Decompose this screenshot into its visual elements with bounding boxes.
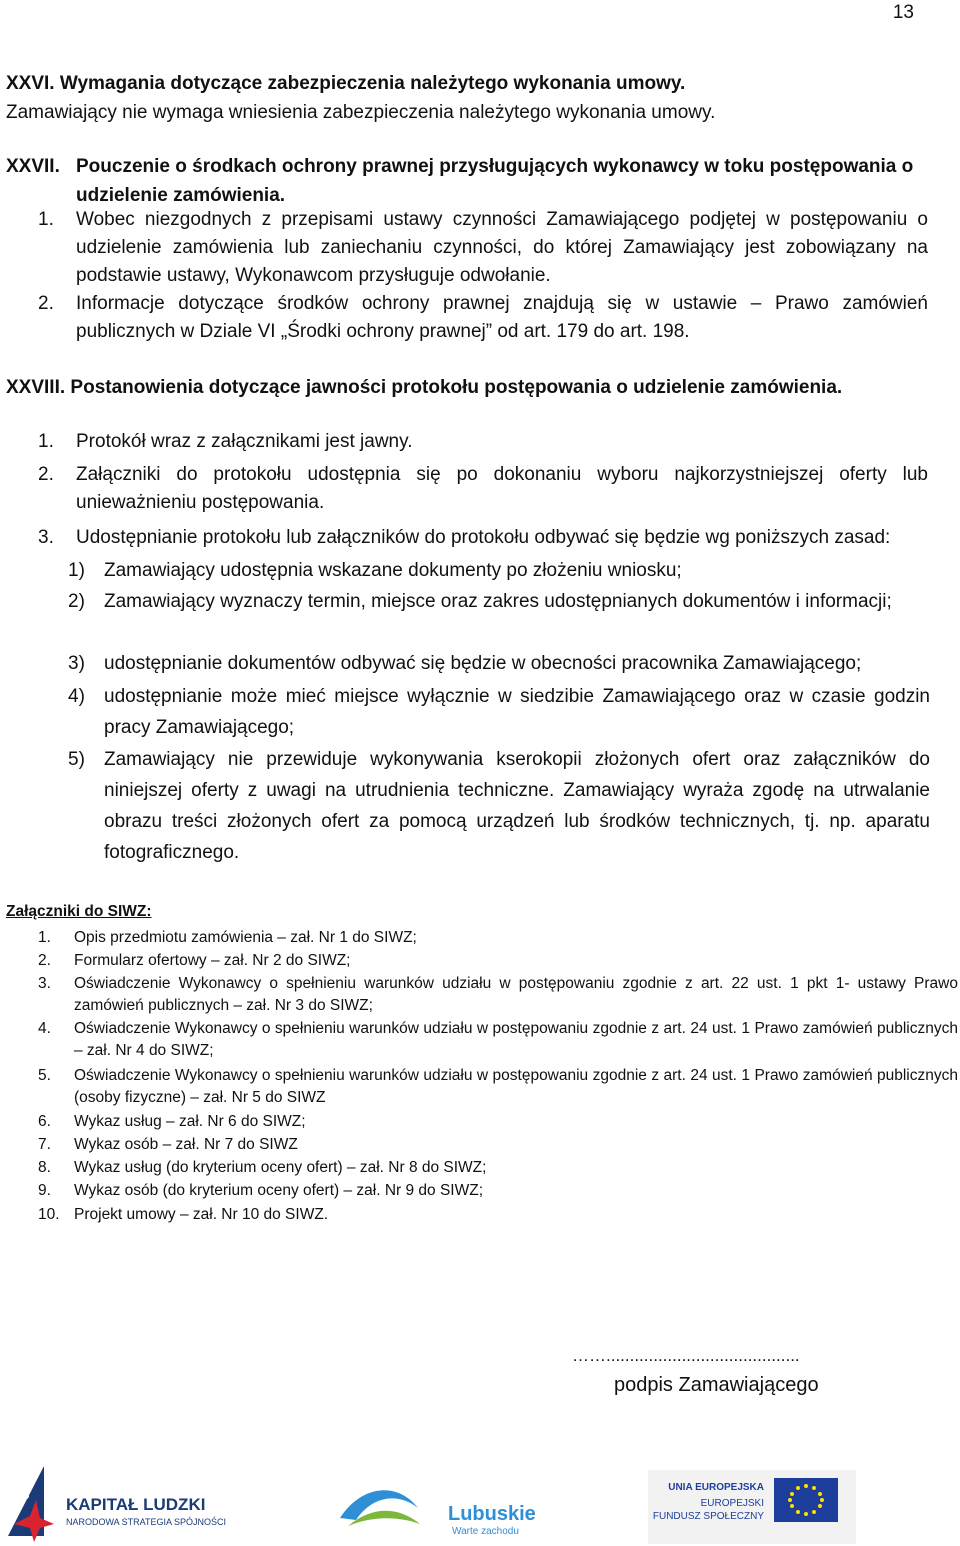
footer-logos xyxy=(0,1462,960,1546)
attachment-text: Wykaz usług (do kryterium oceny ofert) – zał. Nr 8 do SIWZ; xyxy=(74,1159,487,1176)
attachment-text: Oświadczenie Wykonawcy o spełnieniu warunków udziału w postępowaniu zgodnie z art. 22 ust. 1 pkt 1- ustawy Prawo zamówień publicznych – zał. Nr 3 do SIWZ; xyxy=(74,975,958,1014)
section-28-item-1 xyxy=(38,428,928,456)
eu-line2: EUROPEJSKI xyxy=(700,1498,764,1509)
section-27-item-1 xyxy=(38,206,928,290)
attachment-7 xyxy=(38,1134,958,1156)
attachment-number: 7. xyxy=(38,1136,51,1153)
section-27-item-2 xyxy=(38,290,928,346)
attachment-number: 9. xyxy=(38,1182,51,1199)
item-text: Udostępnianie protokołu lub załączników do protokołu odbywać się będzie wg poniższych zasad: xyxy=(76,527,891,548)
subitem-text: Zamawiający udostępnia wskazane dokumenty po złożeniu wniosku; xyxy=(104,560,682,581)
subitem-2 xyxy=(68,586,930,617)
section-28-item-3 xyxy=(38,524,938,552)
attachment-number: 8. xyxy=(38,1159,51,1176)
lubuskie-logo xyxy=(340,1490,536,1537)
attachment-number: 4. xyxy=(38,1020,51,1037)
attachment-text: Opis przedmiotu zamówienia – zał. Nr 1 do SIWZ; xyxy=(74,929,417,946)
section-28-item-2 xyxy=(38,461,928,517)
subitem-3 xyxy=(68,648,930,679)
attachment-number: 3. xyxy=(38,975,51,992)
item-text: Wobec niezgodnych z przepisami ustawy czynności Zamawiającego podjętej w postępowaniu o udzielenie zamówienia lub zaniechaniu czynności, do której Zamawiający jest zobowiązany na podstawie ustawy, Wykonawcom przysługuje odwołanie. xyxy=(76,209,928,286)
attachment-text: Projekt umowy – zał. Nr 10 do SIWZ. xyxy=(74,1206,329,1223)
attachment-3 xyxy=(38,973,958,1017)
subitem-4 xyxy=(68,681,930,743)
item-number: 2. xyxy=(38,464,54,485)
lubuskie-subtitle: Warte zachodu xyxy=(452,1526,519,1537)
attachment-text: Wykaz osób – zał. Nr 7 do SIWZ xyxy=(74,1136,298,1153)
subitem-number: 4) xyxy=(68,686,85,707)
signature-dots: ……......................................... xyxy=(572,1346,800,1365)
attachment-text: Formularz ofertowy – zał. Nr 2 do SIWZ; xyxy=(74,952,351,969)
eu-line3: FUNDUSZ SPOŁECZNY xyxy=(652,1511,764,1522)
subitem-number: 3) xyxy=(68,653,85,674)
signature-label: podpis Zamawiającego xyxy=(614,1374,819,1396)
attachment-5 xyxy=(38,1065,958,1109)
attachment-text: Wykaz osób (do kryterium oceny ofert) – zał. Nr 9 do SIWZ; xyxy=(74,1182,484,1199)
eu-line1: UNIA EUROPEJSKA xyxy=(668,1482,764,1493)
subitem-number: 2) xyxy=(68,591,85,612)
attachment-text: Oświadczenie Wykonawcy o spełnieniu warunków udziału w postępowaniu zgodnie z art. 24 ust. 1 Prawo zamówień publicznych – zał. Nr 4 do SIWZ; xyxy=(74,1020,958,1059)
kapital-ludzki-logo xyxy=(8,1466,226,1542)
section-28-heading: XXVIII. Postanowienia dotyczące jawności protokołu postępowania o udzielenie zamówienia. xyxy=(6,377,843,398)
attachments-heading: Załączniki do SIWZ: xyxy=(6,903,152,920)
attachment-number: 2. xyxy=(38,952,51,969)
attachment-6 xyxy=(38,1111,958,1133)
lubuskie-title: Lubuskie xyxy=(448,1503,536,1525)
attachment-text: Oświadczenie Wykonawcy o spełnieniu warunków udziału w postępowaniu zgodnie z art. 24 ust. 1 Prawo zamówień publicznych (osoby fizyczne) – zał. Nr 5 do SIWZ xyxy=(74,1067,958,1106)
section-26-heading: XXVI. Wymagania dotyczące zabezpieczenia należytego wykonania umowy. xyxy=(6,73,686,94)
eu-logo xyxy=(648,1470,856,1544)
attachment-8 xyxy=(38,1157,958,1179)
attachment-10 xyxy=(38,1204,958,1226)
kl-title: KAPITAŁ LUDZKI xyxy=(66,1495,206,1514)
subitem-number: 5) xyxy=(68,749,85,770)
attachment-number: 10. xyxy=(38,1206,60,1223)
subitem-1 xyxy=(68,555,930,586)
attachment-number: 1. xyxy=(38,929,51,946)
section-27-heading: XXVII. Pouczenie o środkach ochrony prawnej przysługujących wykonawcy w toku postępowania o udzielenie zamówienia. xyxy=(6,152,936,210)
section-26-text: Zamawiający nie wymaga wniesienia zabezpieczenia należytego wykonania umowy. xyxy=(6,102,716,123)
attachment-9 xyxy=(38,1180,958,1202)
page-number: 13 xyxy=(892,2,914,23)
subitem-5 xyxy=(68,744,930,868)
subitem-number: 1) xyxy=(68,560,85,581)
attachment-1 xyxy=(38,927,958,949)
kl-subtitle: NARODOWA STRATEGIA SPÓJNOŚCI xyxy=(66,1517,227,1527)
subitem-text: udostępnianie może mieć miejsce wyłącznie w siedzibie Zamawiającego oraz w czasie godzin pracy Zamawiającego; xyxy=(104,686,930,738)
section-27-heading-text: Pouczenie o środkach ochrony prawnej przysługujących wykonawcy w toku postępowania o udzielenie zamówienia. xyxy=(76,156,914,206)
item-text: Informacje dotyczące środków ochrony prawnej znajdują się w ustawie – Prawo zamówień publicznych w Dziale VI „Środki ochrony prawnej” od art. 179 do art. 198. xyxy=(76,293,928,342)
item-text: Załączniki do protokołu udostępnia się po dokonaniu wyboru najkorzystniejszej oferty lub unieważnieniu postępowania. xyxy=(76,464,928,513)
item-number: 1. xyxy=(38,209,54,230)
attachment-2 xyxy=(38,950,958,972)
item-number: 2. xyxy=(38,293,54,314)
subitem-text: Zamawiający wyznaczy termin, miejsce oraz zakres udostępnianych dokumentów i informacji; xyxy=(104,591,892,612)
item-number: 3. xyxy=(38,527,54,548)
attachment-4 xyxy=(38,1018,958,1062)
subitem-text: Zamawiający nie przewiduje wykonywania kserokopii złożonych ofert oraz załączników do niniejszej oferty z uwagi na utrudnienia techniczne. Zamawiający wyraża zgodę na utrwalanie obrazu treści złożonych ofert za pomocą urządzeń lub środków technicznych, tj. np. aparatu fotograficznego. xyxy=(104,749,930,863)
subitem-text: udostępnianie dokumentów odbywać się będzie w obecności pracownika Zamawiającego; xyxy=(104,653,862,674)
attachment-text: Wykaz usług – zał. Nr 6 do SIWZ; xyxy=(74,1113,306,1130)
attachment-number: 6. xyxy=(38,1113,51,1130)
item-number: 1. xyxy=(38,431,54,452)
attachment-number: 5. xyxy=(38,1067,51,1084)
item-text: Protokół wraz z załącznikami jest jawny. xyxy=(76,431,413,452)
